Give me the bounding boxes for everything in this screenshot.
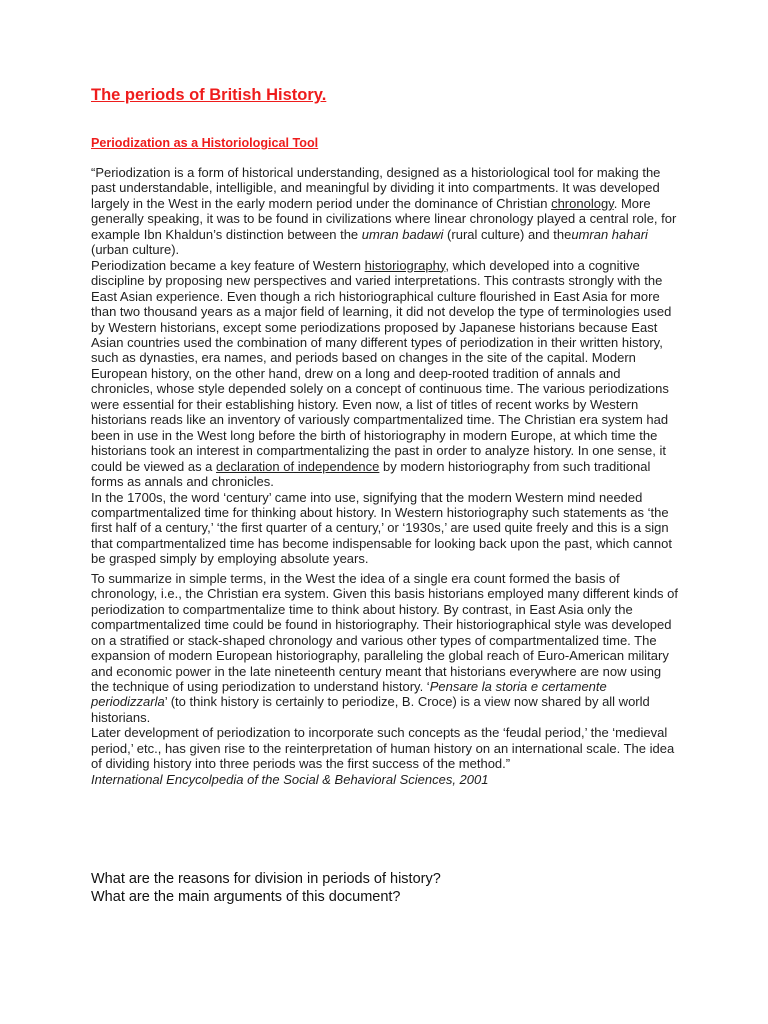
text-run: (rural culture) and the [443, 226, 572, 242]
section-subtitle: Periodization as a Historiological Tool [91, 136, 319, 150]
declaration-of-independence-link[interactable]: declaration of independence [216, 458, 380, 474]
paragraph-2 [91, 258, 681, 490]
text-run: by modern historiography from such traditional forms as annals and chronicles. [91, 458, 651, 490]
text-run: , which developed into a cognitive discipline by proposing new perspectives and varied interpretations. This contrasts strongly with the East Asian experience. Even though a rich historiographical culture flourished in East Asia for more than two thousand years as a major field of learning, it did not develop the type of terminologies used by Western historians, except some periodizations proposed by Japanese historians because East Asian countries used the combination of many different types of periodization in their written history, such as dynasties, era names, and periods based on changes in the site of the capital. Modern European history, on the other hand, drew on a long and deep-rooted tradition of annals and chronicles, whose style depended solely on a concept of continuous time. The various periodizations were essential for their establishing history. Even now, a list of titles of recent works by Western historians reads like an inventory of variously compartmentalized time. The Christian era system had been in use in the West long before the birth of historiography in modern Europe, at which time the historians took an interest in compartmentalizing the past in order to analyze history. In one sense, it could be viewed as a [91, 257, 672, 474]
text-run: Periodization became a key feature of Western [91, 257, 365, 273]
text-run: (urban culture). [91, 242, 180, 258]
historiography-link[interactable]: historiography [364, 257, 446, 273]
questions-block [91, 870, 681, 906]
question-2: What are the main arguments of this document? [91, 889, 401, 905]
italic-quote: Pensare la storia e certamente periodizzarla [91, 678, 607, 710]
text-run: To summarize in simple terms, in the West the idea of a single era count formed the basis of chronology, i.e., the Christian era system. Given this basis historians employed many different kinds of periodization to compartmentalize time to think about history. By contrast, in East Asia only the compartmentalized time could be found in historiography. Their historiographical style was developed on a stratified or stack-shaped chronology and various other types of compartmentalized time. The expansion of modern European historiography, paralleling the global reach of Euro-American military and economic power in the late nineteenth century meant that historians everywhere are now using the technique of using periodization to understand history. ‘ [91, 570, 678, 694]
paragraph-3: In the 1700s, the word ‘century’ came into use, signifying that the modern Western mind needed compartmentalized time for thinking about history. In Western historiography such statements as ‘the first half of a century,’ ‘the first quarter of a century,’ or ‘1930s,’ are used quite freely and this is a sign that compartmentalized time has become indispensable for looking back upon the past, which cannot be grasped simply by employing absolute years. [91, 489, 673, 567]
quoted-passage [91, 165, 681, 787]
source-citation: International Encycolpedia of the Social & Behavioral Sciences, 2001 [91, 771, 489, 787]
paragraph-5: Later development of periodization to incorporate such concepts as the ‘feudal period,’ the ‘medieval period,’ etc., has given rise to the reinterpretation of human history on an international scale. The idea of dividing history into three periods was the first success of the method.” [91, 725, 675, 772]
text-run: ’ (to think history is certainly to periodize, B. Croce) is a view now shared by all world historians. [91, 694, 650, 725]
paragraph-4 [91, 571, 681, 726]
text-run: . More generally speaking, it was to be found in civilizations where linear chronology played a central role, for example Ibn Khaldun’s distinction between the [91, 195, 677, 242]
italic-term: umran badawi [361, 226, 444, 242]
chronology-link[interactable]: chronology [551, 195, 614, 211]
document-title: The periods of British History. [91, 86, 327, 104]
text-run: “Periodization is a form of historical understanding, designed as a historiological tool for making the past understandable, intelligible, and meaningful by dividing it into compartments. It was developed largely in the West in the early modern period under the dominance of Christian [91, 165, 661, 211]
italic-term: umran hahari [571, 226, 648, 242]
paragraph-1 [91, 165, 681, 258]
question-1: What are the reasons for division in periods of history? [91, 871, 441, 887]
